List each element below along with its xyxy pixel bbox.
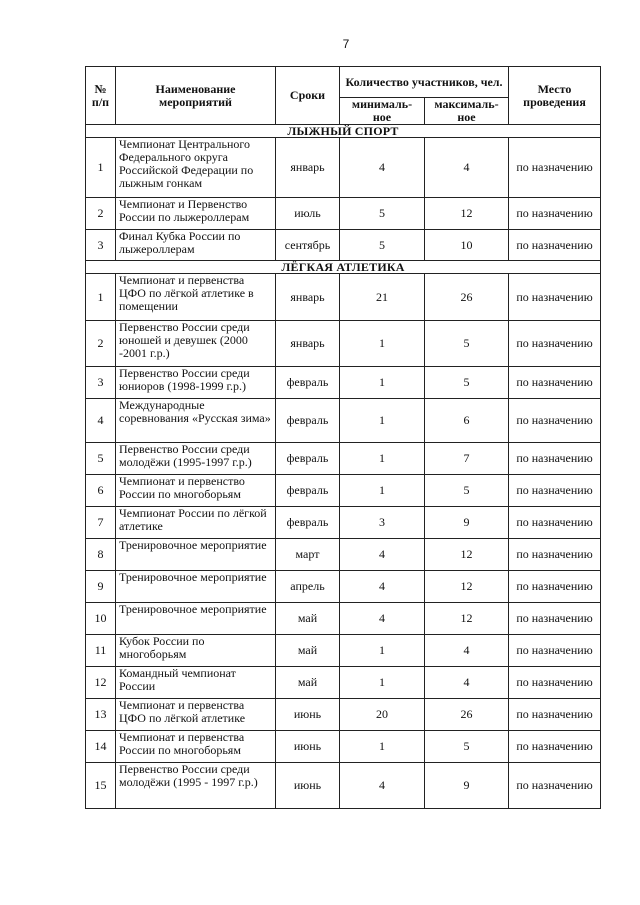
table-row [86, 571, 601, 603]
row-term-cell: июнь [276, 731, 340, 763]
table-row [86, 475, 601, 507]
row-name-cell: Первенство России среди юниоров (1998-1999 г.р.) [116, 367, 276, 399]
section-header-row [86, 125, 601, 138]
row-term-cell: сентябрь [276, 230, 340, 261]
row-name-cell: Тренировочное мероприятие [116, 571, 276, 603]
row-min-cell: 1 [340, 635, 425, 667]
row-num-cell: 1 [86, 274, 116, 321]
row-max-cell: 9 [425, 507, 509, 539]
row-name-cell: Первенство России среди молодёжи (1995-1997 г.р.) [116, 443, 276, 475]
table-row [86, 635, 601, 667]
row-min-cell: 1 [340, 443, 425, 475]
events-table [85, 66, 601, 809]
row-name-cell: Чемпионат и первенство России по многоборьям [116, 475, 276, 507]
row-num-cell: 13 [86, 699, 116, 731]
row-name-cell: Финал Кубка России по лыжероллерам [116, 230, 276, 261]
row-min-cell: 21 [340, 274, 425, 321]
header-name: Наименование мероприятий [116, 67, 276, 125]
row-max-cell: 5 [425, 731, 509, 763]
row-term-cell: январь [276, 321, 340, 367]
row-max-cell: 12 [425, 571, 509, 603]
section-title: ЛЫЖНЫЙ СПОРТ [86, 125, 601, 138]
row-num-cell: 6 [86, 475, 116, 507]
row-min-cell: 1 [340, 667, 425, 699]
table-row [86, 507, 601, 539]
row-place-cell: по назначению [509, 635, 601, 667]
row-name-cell: Чемпионат и первенства России по многоборьям [116, 731, 276, 763]
row-max-cell: 6 [425, 399, 509, 443]
row-place-cell: по назначению [509, 507, 601, 539]
row-min-cell: 1 [340, 475, 425, 507]
row-max-cell: 10 [425, 230, 509, 261]
row-max-cell: 12 [425, 539, 509, 571]
table-body [86, 125, 601, 809]
row-name-cell: Первенство России среди молодёжи (1995 - 1997 г.р.) [116, 763, 276, 809]
row-num-cell: 3 [86, 367, 116, 399]
table-row [86, 699, 601, 731]
row-name-cell: Чемпионат Центрального Федерального округа Российской Федерации по лыжным гонкам [116, 138, 276, 198]
row-name-cell: Международные соревнования «Русская зима» [116, 399, 276, 443]
row-place-cell: по назначению [509, 667, 601, 699]
row-min-cell: 20 [340, 699, 425, 731]
table-row [86, 230, 601, 261]
row-name-cell: Чемпионат и первенства ЦФО по лёгкой атлетике в помещении [116, 274, 276, 321]
row-place-cell: по назначению [509, 731, 601, 763]
row-num-cell: 3 [86, 230, 116, 261]
page-number: 7 [342, 37, 350, 51]
table-row [86, 399, 601, 443]
table-row [86, 539, 601, 571]
table-row [86, 731, 601, 763]
table-row [86, 667, 601, 699]
row-name-cell: Первенство России среди юношей и девушек (2000 -2001 г.р.) [116, 321, 276, 367]
row-place-cell: по назначению [509, 571, 601, 603]
row-max-cell: 4 [425, 635, 509, 667]
row-min-cell: 3 [340, 507, 425, 539]
header-term: Сроки [276, 67, 340, 125]
row-num-cell: 1 [86, 138, 116, 198]
table-header-row [86, 67, 601, 98]
row-max-cell: 5 [425, 475, 509, 507]
row-num-cell: 8 [86, 539, 116, 571]
row-name-cell: Командный чемпионат России [116, 667, 276, 699]
row-place-cell: по назначению [509, 138, 601, 198]
header-place: Место проведения [509, 67, 601, 125]
row-min-cell: 1 [340, 321, 425, 367]
table-row [86, 603, 601, 635]
row-term-cell: февраль [276, 367, 340, 399]
row-num-cell: 2 [86, 198, 116, 230]
row-num-cell: 14 [86, 731, 116, 763]
row-min-cell: 5 [340, 230, 425, 261]
row-max-cell: 4 [425, 667, 509, 699]
row-name-cell: Чемпионат и первенства ЦФО по лёгкой атлетике [116, 699, 276, 731]
table-row [86, 274, 601, 321]
row-max-cell: 26 [425, 274, 509, 321]
row-term-cell: май [276, 635, 340, 667]
row-term-cell: май [276, 667, 340, 699]
row-max-cell: 26 [425, 699, 509, 731]
row-num-cell: 11 [86, 635, 116, 667]
row-place-cell: по назначению [509, 475, 601, 507]
row-min-cell: 5 [340, 198, 425, 230]
row-min-cell: 4 [340, 539, 425, 571]
row-term-cell: январь [276, 274, 340, 321]
section-header-row [86, 261, 601, 274]
row-term-cell: июнь [276, 763, 340, 809]
row-term-cell: февраль [276, 507, 340, 539]
row-num-cell: 5 [86, 443, 116, 475]
header-participants: Количество участников, чел. [340, 67, 509, 98]
row-name-cell: Тренировочное мероприятие [116, 539, 276, 571]
section-title: ЛЁГКАЯ АТЛЕТИКА [86, 261, 601, 274]
row-place-cell: по назначению [509, 763, 601, 809]
row-num-cell: 2 [86, 321, 116, 367]
table-row [86, 321, 601, 367]
row-name-cell: Кубок России по многоборьям [116, 635, 276, 667]
row-place-cell: по назначению [509, 539, 601, 571]
row-max-cell: 4 [425, 138, 509, 198]
row-num-cell: 7 [86, 507, 116, 539]
row-min-cell: 1 [340, 367, 425, 399]
row-place-cell: по назначению [509, 443, 601, 475]
row-name-cell: Тренировочное мероприятие [116, 603, 276, 635]
row-num-cell: 10 [86, 603, 116, 635]
row-term-cell: июль [276, 198, 340, 230]
row-min-cell: 1 [340, 399, 425, 443]
row-place-cell: по назначению [509, 399, 601, 443]
header-min: минималь-ное [340, 98, 425, 125]
row-place-cell: по назначению [509, 699, 601, 731]
row-max-cell: 5 [425, 367, 509, 399]
row-term-cell: май [276, 603, 340, 635]
header-num: № п/п [86, 67, 116, 125]
table-row [86, 138, 601, 198]
row-num-cell: 4 [86, 399, 116, 443]
row-max-cell: 9 [425, 763, 509, 809]
table-row [86, 763, 601, 809]
row-term-cell: февраль [276, 399, 340, 443]
row-term-cell: март [276, 539, 340, 571]
row-term-cell: февраль [276, 475, 340, 507]
header-max: максималь-ное [425, 98, 509, 125]
row-place-cell: по назначению [509, 603, 601, 635]
row-place-cell: по назначению [509, 274, 601, 321]
row-max-cell: 5 [425, 321, 509, 367]
row-min-cell: 4 [340, 138, 425, 198]
row-place-cell: по назначению [509, 367, 601, 399]
row-term-cell: февраль [276, 443, 340, 475]
table-row [86, 367, 601, 399]
table-row [86, 198, 601, 230]
row-max-cell: 12 [425, 198, 509, 230]
row-max-cell: 7 [425, 443, 509, 475]
row-term-cell: апрель [276, 571, 340, 603]
row-num-cell: 15 [86, 763, 116, 809]
row-term-cell: июнь [276, 699, 340, 731]
row-min-cell: 1 [340, 731, 425, 763]
row-place-cell: по назначению [509, 321, 601, 367]
row-max-cell: 12 [425, 603, 509, 635]
table-row [86, 443, 601, 475]
row-name-cell: Чемпионат и Первенство России по лыжероллерам [116, 198, 276, 230]
row-num-cell: 12 [86, 667, 116, 699]
row-min-cell: 4 [340, 571, 425, 603]
row-term-cell: январь [276, 138, 340, 198]
row-min-cell: 4 [340, 603, 425, 635]
row-place-cell: по назначению [509, 230, 601, 261]
row-num-cell: 9 [86, 571, 116, 603]
row-place-cell: по назначению [509, 198, 601, 230]
row-min-cell: 4 [340, 763, 425, 809]
row-name-cell: Чемпионат России по лёгкой атлетике [116, 507, 276, 539]
